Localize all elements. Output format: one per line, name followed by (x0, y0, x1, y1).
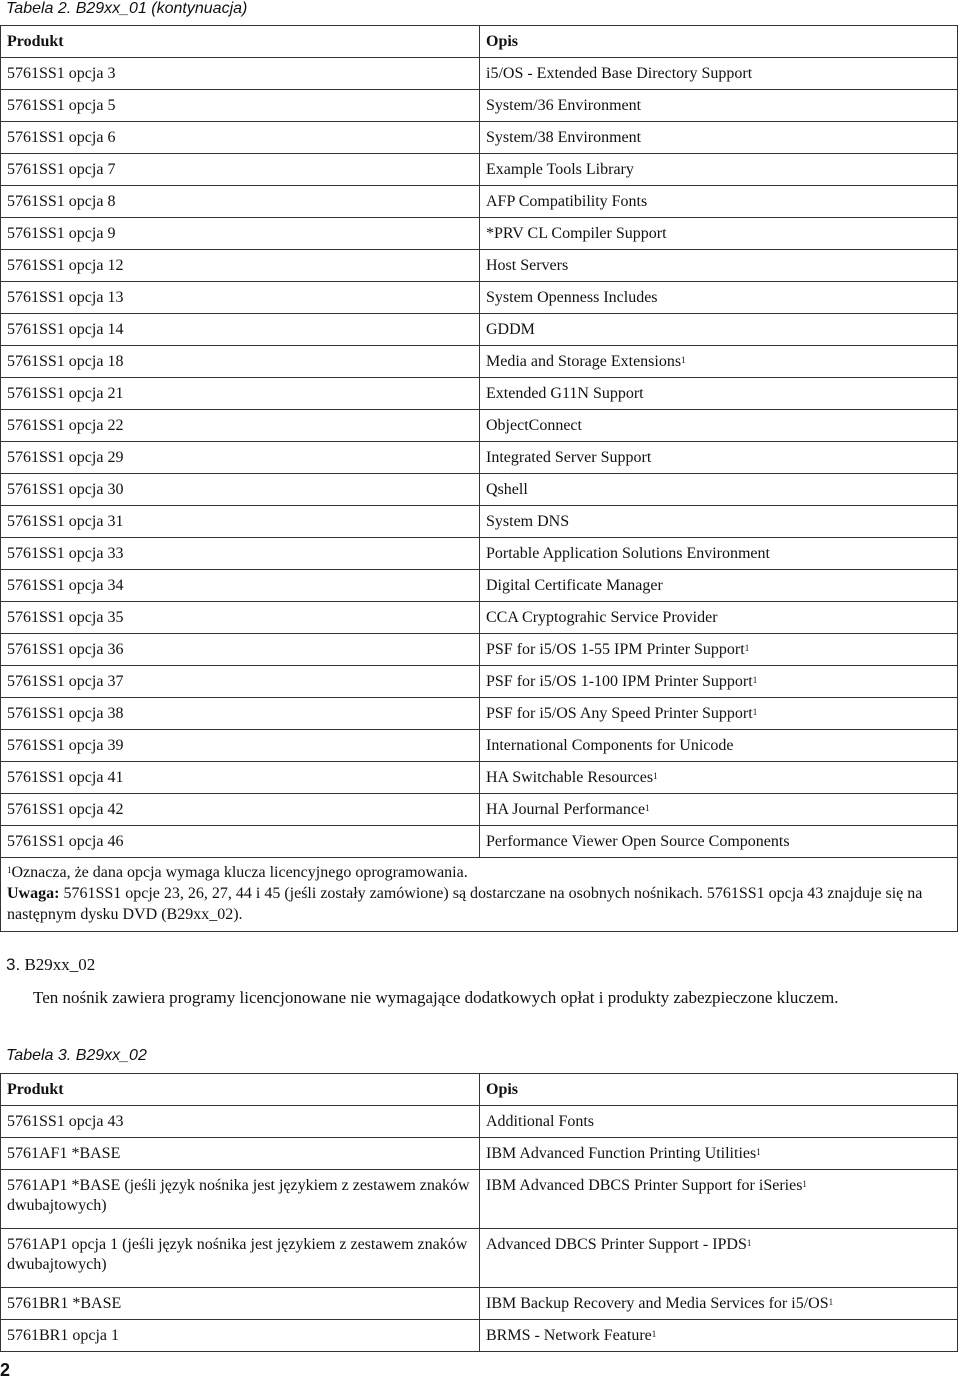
table-b29xx-02 (0, 1073, 958, 1352)
description-text: PSF for i5/OS 1-100 IPM Printer Support (486, 672, 753, 690)
table-row (1, 666, 958, 698)
column-header-product: Produkt (1, 26, 480, 58)
footnote-marker: 1 (752, 706, 758, 717)
table-row (1, 794, 958, 826)
table-row (1, 570, 958, 602)
description-cell (480, 410, 958, 442)
table-row (1, 538, 958, 570)
description-cell (480, 442, 958, 474)
description-cell (480, 282, 958, 314)
description-cell (480, 1106, 958, 1138)
description-cell (480, 122, 958, 154)
description-text: Advanced DBCS Printer Support - IPDS (486, 1236, 747, 1253)
description-cell (480, 1170, 958, 1229)
table-row (1, 122, 958, 154)
description-text: Performance Viewer Open Source Components (486, 832, 790, 850)
description-text: PSF for i5/OS Any Speed Printer Support (486, 704, 753, 722)
product-cell: 5761SS1 opcja 36 (1, 634, 480, 666)
description-cell (480, 698, 958, 730)
description-text: IBM Advanced Function Printing Utilities (486, 1144, 757, 1162)
product-cell: 5761SS1 opcja 18 (1, 346, 480, 378)
remark: Uwaga: 5761SS1 opcje 23, 26, 27, 44 i 45 (jeśli zostały zamówione) są dostarczane na osobnych nośnikach. 5761SS1 opcja 43 znajduje się na następnym dysku DVD (B29xx_02). (7, 885, 923, 923)
table-row (1, 250, 958, 282)
table-row (1, 762, 958, 794)
description-text: IBM Backup Recovery and Media Services for i5/OS (486, 1294, 829, 1312)
description-text: System DNS (486, 512, 570, 530)
description-text: IBM Advanced DBCS Printer Support for iSeries (486, 1177, 803, 1194)
table-row (1, 826, 958, 858)
description-text: GDDM (486, 320, 535, 338)
product-cell: 5761SS1 opcja 34 (1, 570, 480, 602)
footnote-marker: 1 (653, 770, 658, 781)
table3-caption: Tabela 3. B29xx_02 (6, 1047, 147, 1064)
product-cell: 5761SS1 opcja 22 (1, 410, 480, 442)
table-row (1, 1106, 958, 1138)
description-text: HA Switchable Resources (486, 768, 654, 786)
description-text: Host Servers (486, 256, 569, 274)
product-cell: 5761SS1 opcja 41 (1, 762, 480, 794)
product-cell: 5761BR1 *BASE (1, 1288, 480, 1320)
footnote-marker: 1 (828, 1296, 834, 1307)
product-cell: 5761SS1 opcja 21 (1, 378, 480, 410)
description-text: *PRV CL Compiler Support (486, 224, 667, 242)
description-text: Qshell (486, 480, 528, 498)
description-text: HA Journal Performance (486, 800, 646, 818)
description-text: BRMS - Network Feature (486, 1326, 652, 1344)
description-cell (480, 602, 958, 634)
description-cell (480, 90, 958, 122)
table-row (1, 1170, 958, 1229)
table-row (1, 1138, 958, 1170)
footnote-marker: 1 (752, 674, 758, 685)
description-cell (480, 730, 958, 762)
description-text: Media and Storage Extensions (486, 352, 682, 370)
description-cell (480, 314, 958, 346)
table-row (1, 314, 958, 346)
description-text: Digital Certificate Manager (486, 576, 663, 594)
section-heading (6, 955, 95, 975)
description-cell (480, 474, 958, 506)
product-cell: 5761SS1 opcja 7 (1, 154, 480, 186)
product-cell: 5761SS1 opcja 46 (1, 826, 480, 858)
footnote-marker: 1 (744, 642, 750, 653)
table-row (1, 506, 958, 538)
description-text: AFP Compatibility Fonts (486, 192, 648, 210)
description-cell (480, 250, 958, 282)
footnote-marker: 1 (756, 1146, 761, 1157)
footnote: $^1$Oznacza, że dana opcja wymaga klucza licencyjnego oprogramowania. (7, 864, 468, 881)
table-row (1, 346, 958, 378)
table-row (1, 442, 958, 474)
product-cell: 5761SS1 opcja 9 (1, 218, 480, 250)
section-title: B29xx_02 (24, 955, 96, 974)
product-cell: 5761SS1 opcja 12 (1, 250, 480, 282)
product-cell: 5761SS1 opcja 35 (1, 602, 480, 634)
description-cell (480, 794, 958, 826)
table2-notes (1, 858, 958, 932)
description-cell (480, 826, 958, 858)
description-cell (480, 762, 958, 794)
description-text: Extended G11N Support (486, 384, 644, 402)
column-header-description: Opis (480, 26, 958, 58)
description-text: ObjectConnect (486, 416, 582, 434)
description-cell (480, 1320, 958, 1352)
footnote-marker: 1 (651, 1328, 657, 1339)
product-cell: 5761SS1 opcja 43 (1, 1106, 480, 1138)
product-cell: 5761SS1 opcja 14 (1, 314, 480, 346)
description-text: CCA Cryptograhic Service Provider (486, 608, 718, 626)
table-row (1, 58, 958, 90)
description-text: System/36 Environment (486, 96, 642, 114)
table-row (1, 698, 958, 730)
page-number: 2 (0, 1360, 11, 1380)
description-cell (480, 58, 958, 90)
table-row (1, 1288, 958, 1320)
description-cell (480, 506, 958, 538)
product-cell: 5761AF1 *BASE (1, 1138, 480, 1170)
table-b29xx-01 (0, 25, 958, 932)
table-row (1, 1320, 958, 1352)
table-row (1, 154, 958, 186)
description-text: System Openness Includes (486, 288, 658, 306)
description-cell (480, 538, 958, 570)
description-cell (480, 1229, 958, 1288)
product-cell: 5761AP1 opcja 1 (jeśli język nośnika jest językiem z zestawem znaków dwubajtowych) (1, 1229, 480, 1288)
description-cell (480, 1288, 958, 1320)
product-cell: 5761AP1 *BASE (jeśli język nośnika jest językiem z zestawem znaków dwubajtowych) (1, 1170, 480, 1229)
description-text: System/38 Environment (486, 128, 642, 146)
product-cell: 5761SS1 opcja 29 (1, 442, 480, 474)
description-cell (480, 1138, 958, 1170)
column-header-product: Produkt (1, 1074, 480, 1106)
table-row (1, 602, 958, 634)
description-cell (480, 378, 958, 410)
description-text: Integrated Server Support (486, 448, 652, 466)
footnote-marker: 1 (645, 802, 650, 813)
footnote-marker: 1 (802, 1179, 807, 1189)
table-row (1, 474, 958, 506)
product-cell: 5761SS1 opcja 37 (1, 666, 480, 698)
product-cell: 5761SS1 opcja 6 (1, 122, 480, 154)
description-cell (480, 346, 958, 378)
description-cell (480, 570, 958, 602)
table-row (1, 1229, 958, 1288)
table-row (1, 378, 958, 410)
product-cell: 5761BR1 opcja 1 (1, 1320, 480, 1352)
description-text: Example Tools Library (486, 160, 634, 178)
description-cell (480, 666, 958, 698)
product-cell: 5761SS1 opcja 42 (1, 794, 480, 826)
footnote-marker: 1 (746, 1238, 752, 1248)
description-cell (480, 218, 958, 250)
description-text: International Components for Unicode (486, 736, 734, 754)
description-cell (480, 634, 958, 666)
table-row (1, 634, 958, 666)
table-row (1, 282, 958, 314)
table-row (1, 730, 958, 762)
description-text: Portable Application Solutions Environment (486, 544, 770, 562)
table-row (1, 410, 958, 442)
table-row (1, 186, 958, 218)
description-cell (480, 154, 958, 186)
product-cell: 5761SS1 opcja 30 (1, 474, 480, 506)
table2-caption: Tabela 2. B29xx_01 (kontynuacja) (6, 0, 248, 17)
product-cell: 5761SS1 opcja 31 (1, 506, 480, 538)
column-header-description: Opis (480, 1074, 958, 1106)
section-body: Ten nośnik zawiera programy licencjonowane nie wymagające dodatkowych opłat i produkty zabezpieczone kluczem. (33, 988, 839, 1007)
section-number: 3. (6, 955, 21, 974)
description-cell (480, 186, 958, 218)
table-row (1, 90, 958, 122)
footnote-marker: 1 (681, 354, 686, 365)
table-row (1, 218, 958, 250)
product-cell: 5761SS1 opcja 33 (1, 538, 480, 570)
product-cell: 5761SS1 opcja 3 (1, 58, 480, 90)
description-text: i5/OS - Extended Base Directory Support (486, 64, 753, 82)
product-cell: 5761SS1 opcja 5 (1, 90, 480, 122)
product-cell: 5761SS1 opcja 38 (1, 698, 480, 730)
description-text: PSF for i5/OS 1-55 IPM Printer Support (486, 640, 745, 658)
product-cell: 5761SS1 opcja 8 (1, 186, 480, 218)
description-text: Additional Fonts (486, 1112, 595, 1130)
product-cell: 5761SS1 opcja 13 (1, 282, 480, 314)
product-cell: 5761SS1 opcja 39 (1, 730, 480, 762)
